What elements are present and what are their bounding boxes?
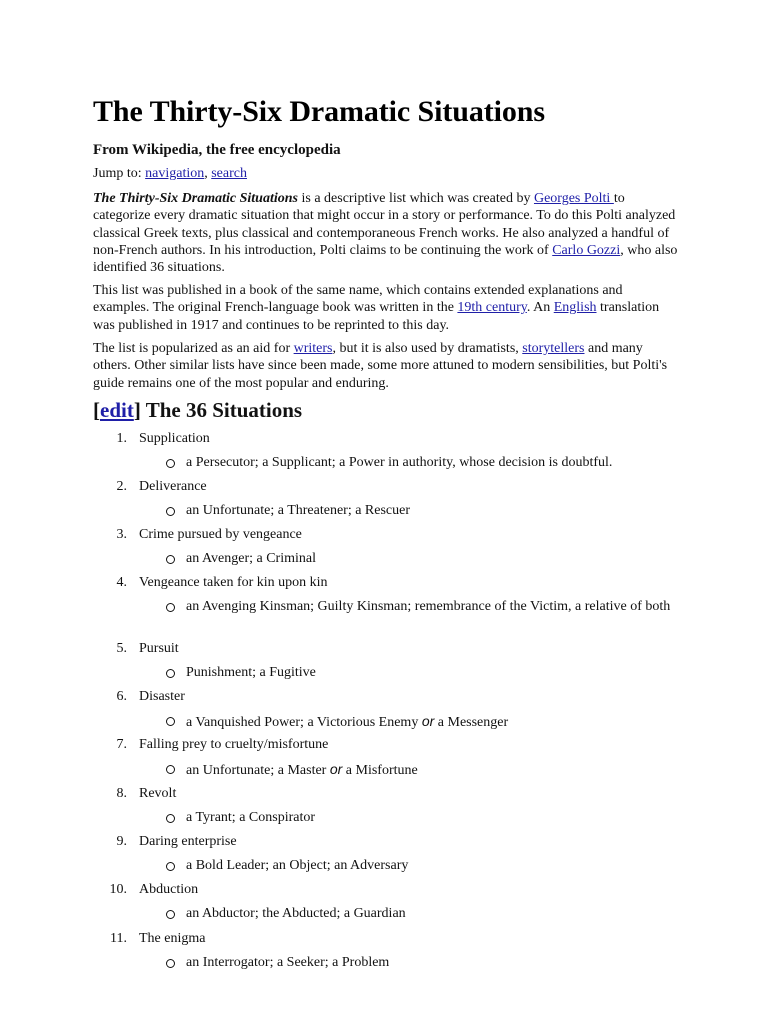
situation-title: Pursuit bbox=[139, 641, 179, 656]
jump-to-bar bbox=[93, 166, 247, 182]
situation-roles: a Bold Leader; an Object; an Adversary bbox=[186, 858, 409, 873]
publication-text-3: translation was published in 1917 and continues to be reprinted to this day. bbox=[93, 300, 660, 333]
roles-or: or bbox=[329, 761, 343, 777]
popularity-paragraph bbox=[93, 340, 678, 392]
roles-text-b: a Misfortune bbox=[342, 763, 418, 778]
circle-bullet-icon bbox=[166, 765, 175, 774]
storytellers-link[interactable]: storytellers bbox=[522, 341, 585, 356]
publication-text-2: . An bbox=[526, 300, 554, 316]
intro-paragraph bbox=[93, 190, 678, 276]
situation-title: Supplication bbox=[139, 431, 210, 446]
edit-section-link[interactable]: edit bbox=[100, 398, 134, 422]
writers-link[interactable]: writers bbox=[293, 341, 333, 356]
list-number: 1. bbox=[116, 431, 127, 446]
jump-separator: , bbox=[204, 166, 208, 181]
bracket-open: [ bbox=[93, 398, 100, 422]
situation-roles: an Unfortunate; a Threatener; a Rescuer bbox=[186, 503, 411, 518]
situation-roles: Punishment; a Fugitive bbox=[186, 665, 316, 680]
situation-roles: an Avenger; a Criminal bbox=[186, 551, 316, 566]
list-number: 10. bbox=[109, 882, 127, 897]
situation-roles: an Avenging Kinsman; Guilty Kinsman; remembrance of the Victim, a relative of both bbox=[186, 599, 671, 614]
georges-polti-link[interactable]: Georges Polti bbox=[533, 191, 614, 206]
circle-bullet-icon bbox=[166, 507, 175, 516]
situation-title: Daring enterprise bbox=[139, 834, 237, 849]
situation-title: Deliverance bbox=[139, 479, 207, 494]
popularity-text-1: The list is popularized as an aid for bbox=[93, 341, 294, 356]
situation-title: The enigma bbox=[139, 931, 206, 946]
section-title: The 36 Situations bbox=[140, 398, 303, 422]
list-number: 8. bbox=[116, 786, 127, 801]
circle-bullet-icon bbox=[166, 669, 175, 678]
list-number: 9. bbox=[116, 834, 127, 849]
roles-text-b: a Messenger bbox=[434, 715, 509, 730]
situation-roles: an Interrogator; a Seeker; a Problem bbox=[186, 955, 390, 970]
list-number: 6. bbox=[116, 689, 127, 704]
intro-text-2: to categorize every dramatic situation that might occur in a story or performance. To do this Polti analyzed classical Greek texts, plus classical and contemporaneous French works. He also analyzed a handful of non-French authors. In his introduction, Polti claims to be continuing the work of bbox=[93, 191, 676, 258]
list-number: 3. bbox=[116, 527, 127, 542]
situation-title: Abduction bbox=[139, 882, 199, 897]
english-link[interactable]: English bbox=[553, 300, 597, 316]
list-number: 2. bbox=[116, 479, 127, 494]
situation-title: Crime pursued by vengeance bbox=[139, 527, 302, 542]
roles-or: or bbox=[421, 713, 435, 729]
situation-title: Revolt bbox=[139, 786, 177, 801]
intro-text-3: , who also identified 36 situations. bbox=[93, 242, 678, 276]
jump-to-label: Jump to: bbox=[93, 166, 142, 181]
site-subtitle: From Wikipedia, the free encyclopedia bbox=[93, 142, 341, 158]
situation-title: Falling prey to cruelty/misfortune bbox=[139, 737, 329, 752]
roles-text-a: a Vanquished Power; a Victorious Enemy bbox=[186, 715, 422, 730]
situation-title: Disaster bbox=[139, 689, 185, 704]
section-heading bbox=[93, 398, 302, 423]
circle-bullet-icon bbox=[166, 910, 175, 919]
situation-roles bbox=[186, 760, 676, 780]
carlo-gozzi-link[interactable]: Carlo Gozzi bbox=[552, 242, 621, 258]
publication-paragraph bbox=[93, 282, 678, 334]
lead-title: The Thirty-Six Dramatic Situations bbox=[93, 191, 298, 206]
situation-roles: a Tyrant; a Conspirator bbox=[186, 810, 316, 825]
circle-bullet-icon bbox=[166, 717, 175, 726]
list-number: 11. bbox=[110, 931, 127, 946]
search-link[interactable]: search bbox=[211, 166, 247, 181]
list-number: 7. bbox=[116, 737, 127, 752]
navigation-link[interactable]: navigation bbox=[145, 166, 205, 181]
roles-text-a: an Unfortunate; a Master bbox=[186, 763, 330, 778]
popularity-text-3: and many others. Other similar lists have since been made, some more attuned to modern sensibilities, but Polti's guide remains one of the most popular and enduring. bbox=[93, 341, 668, 391]
situation-roles bbox=[186, 712, 676, 732]
list-number: 5. bbox=[116, 641, 127, 656]
circle-bullet-icon bbox=[166, 862, 175, 871]
situation-roles: an Abductor; the Abducted; a Guardian bbox=[186, 906, 406, 921]
situation-roles: a Persecutor; a Supplicant; a Power in authority, whose decision is doubtful. bbox=[186, 455, 613, 470]
popularity-text-2: , but it is also used by dramatists, bbox=[332, 341, 523, 356]
situation-title: Vengeance taken for kin upon kin bbox=[139, 575, 328, 590]
publication-text-1: This list was published in a book of the same name, which contains extended explanations and examples. The original French-language book was written in the bbox=[93, 283, 623, 316]
19th-century-link[interactable]: 19th century bbox=[457, 300, 527, 316]
page-title: The Thirty-Six Dramatic Situations bbox=[93, 95, 545, 128]
circle-bullet-icon bbox=[166, 959, 175, 968]
circle-bullet-icon bbox=[166, 459, 175, 468]
circle-bullet-icon bbox=[166, 555, 175, 564]
circle-bullet-icon bbox=[166, 603, 175, 612]
bracket-close: ] bbox=[133, 398, 141, 422]
intro-text-1: is a descriptive list which was created by bbox=[297, 191, 534, 206]
list-number: 4. bbox=[116, 575, 127, 590]
circle-bullet-icon bbox=[166, 814, 175, 823]
